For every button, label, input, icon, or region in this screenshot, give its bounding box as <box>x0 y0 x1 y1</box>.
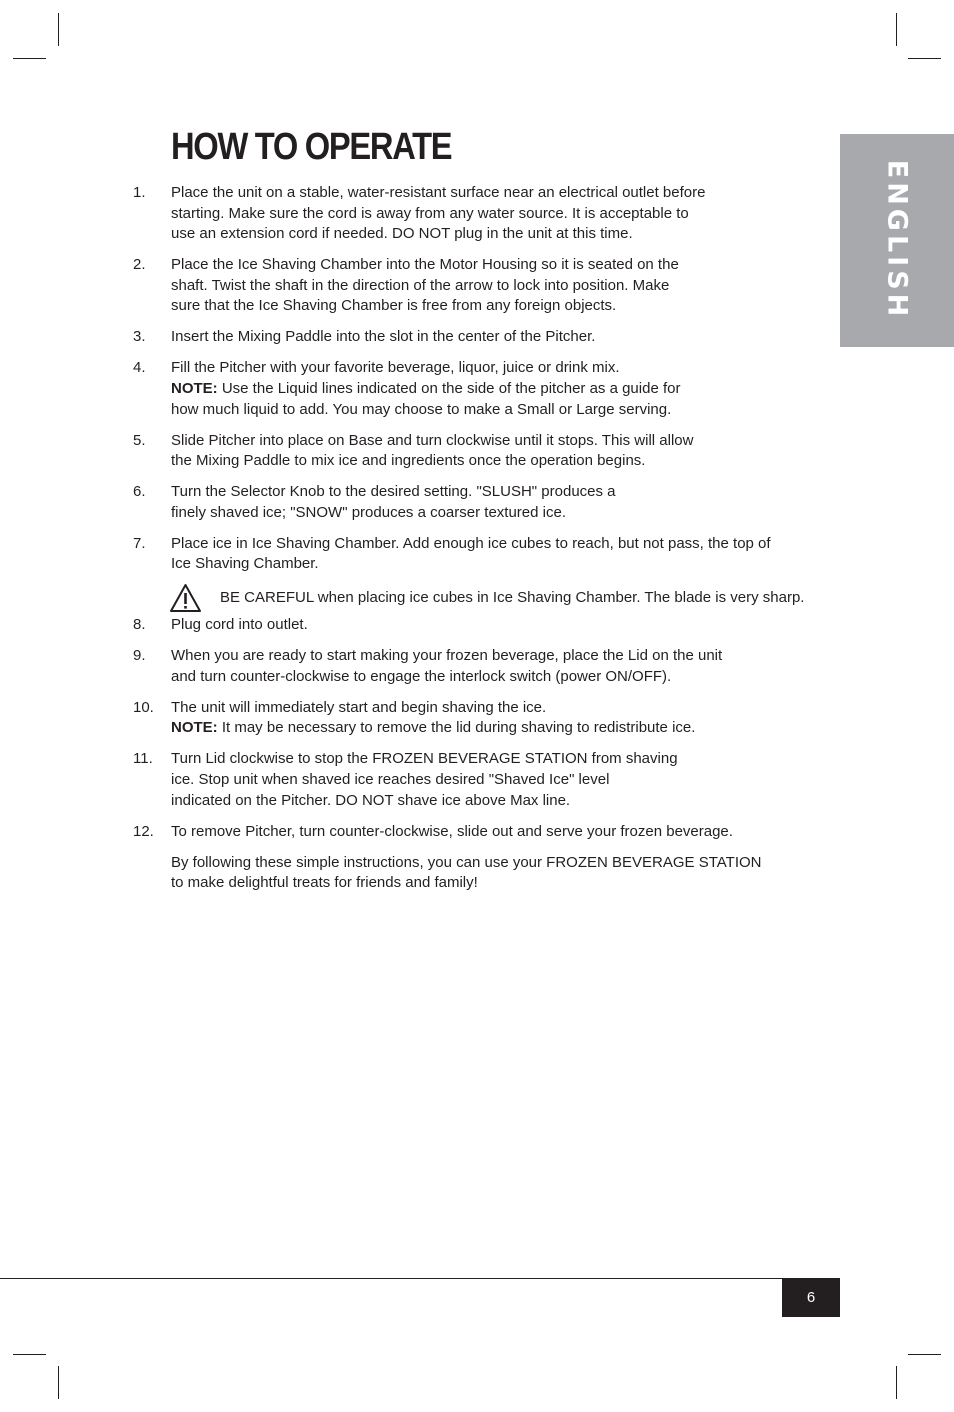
crop-mark <box>908 1354 941 1355</box>
crop-mark <box>896 1366 897 1399</box>
step-text: ice. Stop unit when shaved ice reaches desired "Shaved Ice" level <box>171 770 610 788</box>
closing-paragraph <box>171 853 954 894</box>
step-number: 12. <box>133 822 154 840</box>
note-text: It may be necessary to remove the lid during shaving to redistribute ice. <box>217 719 696 737</box>
step-text: indicated on the Pitcher. DO NOT shave ice above Max line. <box>171 791 571 809</box>
step-text: the Mixing Paddle to mix ice and ingredients once the operation begins. <box>171 452 646 470</box>
list-item <box>0 482 954 523</box>
list-item <box>0 255 954 317</box>
step-text: Slide Pitcher into place on Base and turn clockwise until it stops. This will allow <box>171 431 694 449</box>
step-text: shaft. Twist the shaft in the direction of the arrow to lock into position. Make <box>171 276 670 294</box>
step-number: 11. <box>133 750 153 768</box>
list-item <box>0 183 954 245</box>
step-number: 10. <box>133 698 154 716</box>
step-number: 2. <box>133 256 146 274</box>
list-item <box>0 615 954 636</box>
step-number: 8. <box>133 616 146 634</box>
warning-callout <box>0 583 954 614</box>
step-note <box>171 379 821 400</box>
crop-mark <box>13 58 46 59</box>
closing-text: By following these simple instructions, you can use your FROZEN BEVERAGE STATION <box>171 853 762 871</box>
page-title: HOW TO OPERATE <box>171 126 452 168</box>
note-label: NOTE: <box>171 719 218 737</box>
step-number: 1. <box>133 184 146 201</box>
warning-text: BE CAREFUL when placing ice cubes in Ice Shaving Chamber. The blade is very sharp. <box>220 589 805 607</box>
step-text: Fill the Pitcher with your favorite beverage, liquor, juice or drink mix. <box>171 359 620 377</box>
step-text: sure that the Ice Shaving Chamber is free from any foreign objects. <box>171 297 617 315</box>
crop-mark <box>58 13 59 46</box>
step-text: use an extension cord if needed. DO NOT plug in the unit at this time. <box>171 225 633 243</box>
closing-text: to make delightful treats for friends and family! <box>171 874 478 892</box>
crop-mark <box>896 13 897 46</box>
list-item <box>0 646 954 687</box>
step-text: To remove Pitcher, turn counter-clockwise, slide out and serve your frozen beverage. <box>171 822 733 840</box>
instruction-list <box>0 183 954 894</box>
list-item <box>0 431 954 472</box>
step-text: When you are ready to start making your frozen beverage, place the Lid on the unit <box>171 647 723 665</box>
step-text: Place ice in Ice Shaving Chamber. Add enough ice cubes to reach, but not pass, the top of <box>171 534 771 552</box>
step-text: Place the unit on a stable, water-resistant surface near an electrical outlet before <box>171 184 706 201</box>
step-number: 5. <box>133 431 146 449</box>
step-text: Place the Ice Shaving Chamber into the Motor Housing so it is seated on the <box>171 256 679 274</box>
step-text: and turn counter-clockwise to engage the interlock switch (power ON/OFF). <box>171 667 672 685</box>
note-text: how much liquid to add. You may choose to make a Small or Large serving. <box>171 400 672 418</box>
step-number: 9. <box>133 647 146 665</box>
crop-mark <box>13 1354 46 1355</box>
crop-mark <box>58 1366 59 1399</box>
note-label: NOTE: <box>171 379 218 397</box>
list-item <box>0 358 954 420</box>
step-text: finely shaved ice; "SNOW" produces a coarser textured ice. <box>171 503 566 521</box>
list-item <box>0 822 954 843</box>
list-item <box>0 749 954 811</box>
step-number: 7. <box>133 534 146 552</box>
step-text: Insert the Mixing Paddle into the slot in the center of the Pitcher. <box>171 328 596 346</box>
note-text: Use the Liquid lines indicated on the side of the pitcher as a guide for <box>217 379 681 397</box>
step-text: The unit will immediately start and begin shaving the ice. <box>171 698 547 716</box>
language-tab-label: ENGLISH <box>881 159 913 321</box>
page-number: 6 <box>782 1278 840 1317</box>
list-item <box>0 698 954 739</box>
step-note <box>171 718 821 739</box>
warning-triangle-icon <box>169 583 202 613</box>
footer-rule <box>0 1278 840 1279</box>
list-item <box>0 327 954 348</box>
step-text: Ice Shaving Chamber. <box>171 555 319 573</box>
step-text: starting. Make sure the cord is away from any water source. It is acceptable to <box>171 204 689 222</box>
step-number: 6. <box>133 483 146 501</box>
step-number: 4. <box>133 359 146 377</box>
step-text: Turn the Selector Knob to the desired setting. "SLUSH" produces a <box>171 483 616 501</box>
step-text: Turn Lid clockwise to stop the FROZEN BEVERAGE STATION from shaving <box>171 750 678 768</box>
step-text: Plug cord into outlet. <box>171 616 308 634</box>
step-number: 3. <box>133 328 146 346</box>
crop-mark <box>908 58 941 59</box>
list-item <box>0 534 954 575</box>
